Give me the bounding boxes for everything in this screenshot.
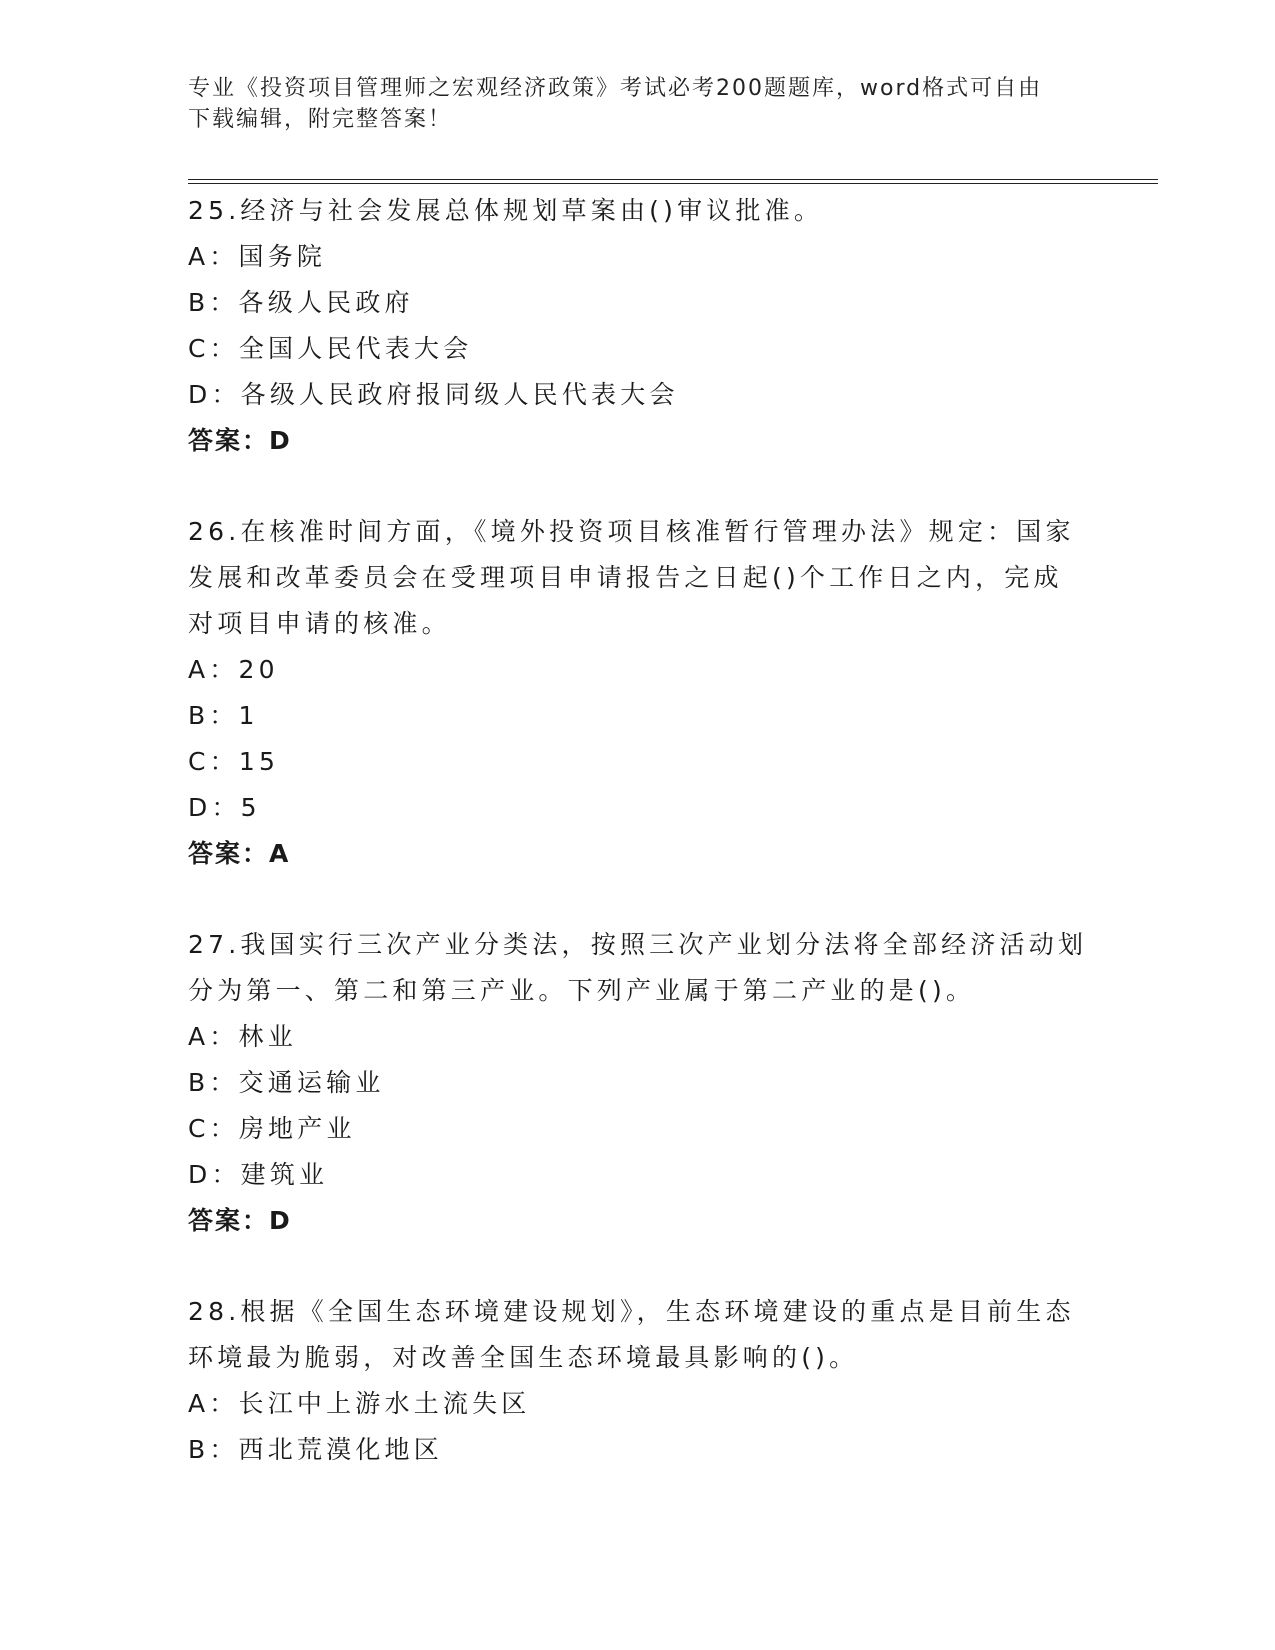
option-a: A：20 <box>188 655 279 684</box>
question-stem-line-2: 分为第一、第二和第三产业。下列产业属于第二产业的是()。 <box>188 976 976 1005</box>
question-stem-line-1: 28.根据《全国生态环境建设规划》，生态环境建设的重点是目前生态 <box>188 1297 1075 1326</box>
question-stem: 25.经济与社会发展总体规划草案由()审议批准。 <box>188 196 824 225</box>
option-d: D：建筑业 <box>188 1160 329 1189</box>
question-28 <box>188 1289 1088 1473</box>
option-b: B：各级人民政府 <box>188 288 414 317</box>
option-b: B：1 <box>188 701 259 730</box>
question-26 <box>188 509 1088 877</box>
question-stem-line-2: 发展和改革委员会在受理项目申请报告之日起()个工作日之内，完成 <box>188 563 1063 592</box>
question-stem-line-1: 27.我国实行三次产业分类法，按照三次产业划分法将全部经济活动划 <box>188 930 1088 959</box>
answer: 答案：D <box>188 1206 292 1235</box>
option-a: A：长江中上游水土流失区 <box>188 1389 531 1418</box>
option-b: B：西北荒漠化地区 <box>188 1435 443 1464</box>
question-stem-line-2: 环境最为脆弱，对改善全国生态环境最具影响的()。 <box>188 1343 859 1372</box>
header-line-2: 下载编辑，附完整答案！ <box>188 107 453 132</box>
answer: 答案：A <box>188 839 291 868</box>
option-d: D：各级人民政府报同级人民代表大会 <box>188 380 679 409</box>
question-25 <box>188 188 1088 464</box>
option-c: C：全国人民代表大会 <box>188 334 473 363</box>
document-header <box>188 73 1088 135</box>
answer: 答案：D <box>188 426 292 455</box>
header-divider-top <box>188 179 1158 180</box>
option-d: D：5 <box>188 793 261 822</box>
question-stem-line-3: 对项目申请的核准。 <box>188 609 451 638</box>
option-a: A：林业 <box>188 1022 297 1051</box>
question-stem-line-1: 26.在核准时间方面，《境外投资项目核准暂行管理办法》规定：国家 <box>188 517 1075 546</box>
option-a: A：国务院 <box>188 242 327 271</box>
question-27 <box>188 922 1088 1244</box>
option-c: C：15 <box>188 747 280 776</box>
header-divider-bottom <box>188 183 1158 184</box>
header-line-1: 专业《投资项目管理师之宏观经济政策》考试必考200题题库，word格式可自由 <box>188 76 1043 101</box>
option-c: C：房地产业 <box>188 1114 356 1143</box>
question-list <box>188 188 1088 1473</box>
option-b: B：交通运输业 <box>188 1068 385 1097</box>
